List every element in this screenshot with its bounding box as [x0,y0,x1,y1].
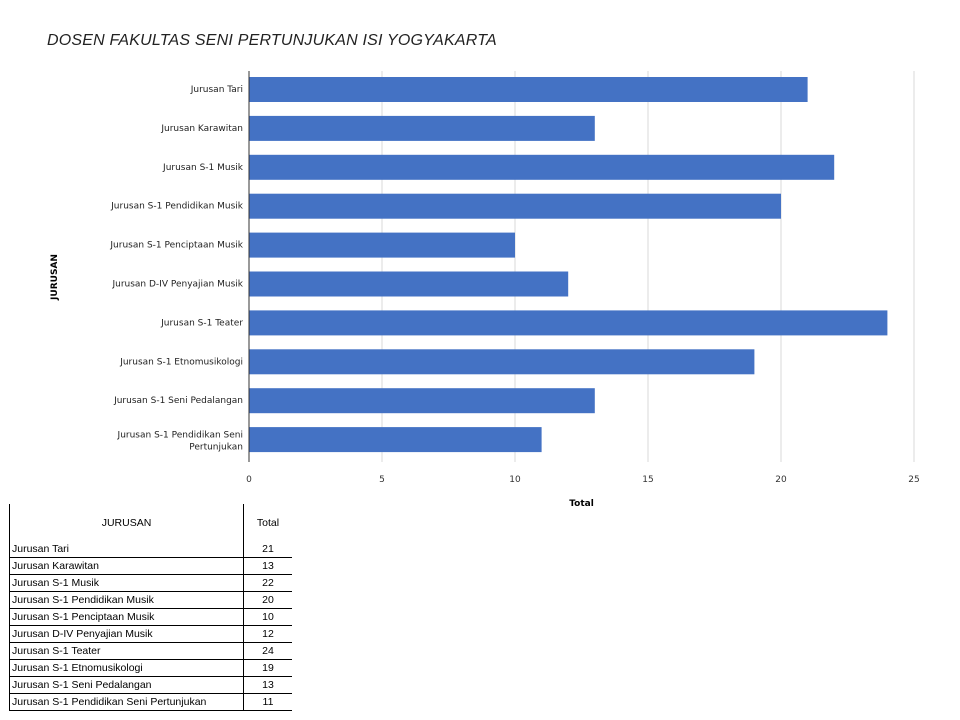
category-label: Jurusan S-1 Etnomusikologi [120,357,243,368]
table-header-total: Total [256,516,280,529]
table-cell-jurusan: Jurusan S-1 Musik [10,575,244,592]
table-row [10,643,293,660]
category-label: Jurusan S-1 Musik [163,162,243,173]
x-tick-label: 5 [379,475,385,485]
table-cell-total: 19 [244,660,293,677]
table-header-row [10,504,293,541]
category-label: Jurusan S-1 Pendidikan Seni Pertunjukan [117,430,243,453]
bar [249,116,595,141]
table-row [10,575,293,592]
table-cell-jurusan: Jurusan Tari [10,541,244,558]
bar [249,233,515,258]
x-tick-label: 25 [908,475,920,485]
table-row [10,677,293,694]
table-row [10,660,293,677]
table-row [10,626,293,643]
table-cell-total: 20 [244,592,293,609]
table-cell-jurusan: Jurusan Karawitan [10,558,244,575]
x-tick-label: 10 [509,475,521,485]
category-label: Jurusan S-1 Seni Pedalangan [114,396,243,407]
bar [249,77,808,102]
table-cell-jurusan: Jurusan S-1 Etnomusikologi [10,660,244,677]
table-cell-jurusan: Jurusan D-IV Penyajian Musik [10,626,244,643]
table-cell-total: 11 [244,694,293,711]
table-cell-total: 22 [244,575,293,592]
table-cell-total: 21 [244,541,293,558]
category-label: Jurusan Karawitan [161,123,243,134]
bar [249,272,568,297]
table-cell-total: 24 [244,643,293,660]
category-label: Jurusan D-IV Penyajian Musik [112,279,243,290]
table-cell-jurusan: Jurusan S-1 Seni Pedalangan [10,677,244,694]
y-axis-title: JURUSAN [50,254,60,300]
table-cell-total: 13 [244,677,293,694]
x-axis-title: Total [569,499,594,509]
bar [249,155,834,180]
table-row [10,592,293,609]
table-cell-jurusan: Jurusan S-1 Penciptaan Musik [10,609,244,626]
x-tick-label: 20 [775,475,787,485]
table-cell-total: 12 [244,626,293,643]
bar [249,388,595,413]
table-cell-total: 10 [244,609,293,626]
category-label: Jurusan S-1 Penciptaan Musik [110,240,243,251]
table-header-jurusan: JURUSAN [10,504,244,541]
bar [249,194,781,219]
category-label: Jurusan S-1 Teater [161,318,243,329]
table-row [10,558,293,575]
table-row [10,694,293,711]
bar [249,427,542,452]
chart-title: DOSEN FAKULTAS SENI PERTUNJUKAN ISI YOGYAKARTA [47,32,497,49]
x-tick-label: 15 [642,475,654,485]
table-row [10,541,293,558]
table-cell-jurusan: Jurusan S-1 Pendidikan Seni Pertunjukan [10,694,244,711]
table-cell-jurusan: Jurusan S-1 Teater [10,643,244,660]
category-label: Jurusan S-1 Pendidikan Musik [111,201,243,212]
category-label: Jurusan Tari [190,85,243,95]
table-row [10,609,293,626]
data-table [9,504,292,711]
x-tick-label: 0 [246,475,252,485]
table-cell-jurusan: Jurusan S-1 Pendidikan Musik [10,592,244,609]
table-cell-total: 13 [244,558,293,575]
bar [249,349,754,374]
bar [249,310,887,335]
